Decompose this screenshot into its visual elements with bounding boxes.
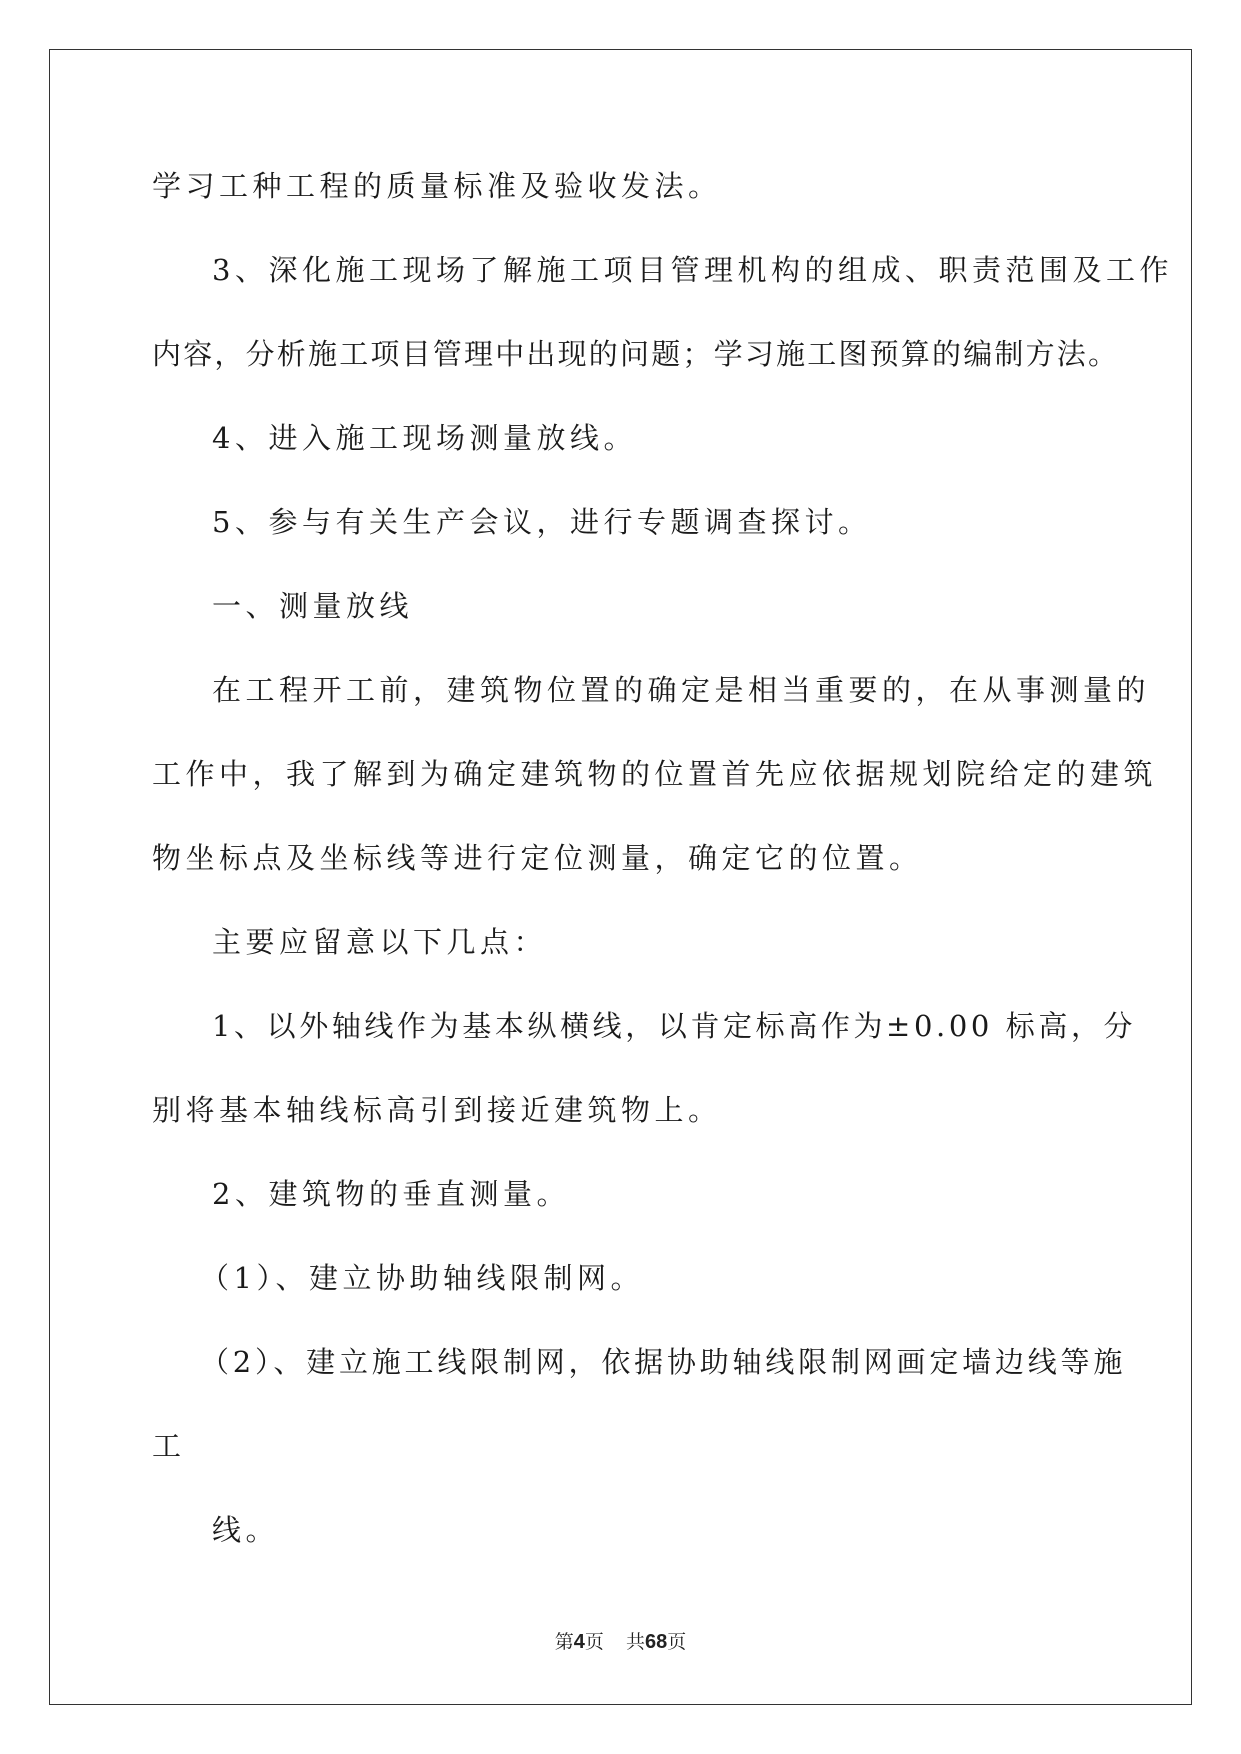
section-heading: 一、测量放线 [212,589,414,623]
page-footer [0,1627,1241,1654]
paragraph-line: 在工程开工前，建筑物位置的确定是相当重要的，在从事测量的 [212,673,1151,707]
paragraph-line: 物坐标点及坐标线等进行定位测量，确定它的位置。 [152,841,923,875]
page-suffix: 页 [584,1631,604,1653]
paragraph-line: 3、深化施工现场了解施工项目管理机构的组成、职责范围及工作 [212,253,1173,287]
paragraph-line: 别将基本轴线标高引到接近建筑物上。 [152,1093,722,1127]
paragraph-line: 学习工种工程的质量标准及验收发法。 [152,169,722,203]
paragraph-line: 1、以外轴线作为基本纵横线，以肯定标高作为±0.00 标高，分 [212,1009,1137,1043]
page-number: 4 [573,1631,585,1653]
page-prefix: 第 [554,1631,574,1653]
paragraph-line: 工 [152,1429,186,1463]
paragraph-line: 内容，分析施工项目管理中出现的问题；学习施工图预算的编制方法。 [152,337,1120,371]
paragraph-line: 2、建筑物的垂直测量。 [212,1177,570,1211]
paragraph-line: （2）、建立施工线限制网，依据协助轴线限制网画定墙边线等施 [200,1345,1127,1379]
total-suffix: 页 [667,1631,687,1653]
total-prefix: 共 [625,1631,645,1653]
total-pages: 68 [644,1631,668,1653]
paragraph-line: 工作中，我了解到为确定建筑物的位置首先应依据规划院给定的建筑 [152,757,1158,791]
paragraph-line: 4、进入施工现场测量放线。 [212,421,637,455]
paragraph-line: 5、参与有关生产会议，进行专题调查探讨。 [212,505,872,539]
paragraph-line: 主要应留意以下几点： [212,925,548,959]
paragraph-line: 线。 [212,1513,280,1547]
paragraph-line: （1）、建立协助轴线限制网。 [200,1261,644,1295]
